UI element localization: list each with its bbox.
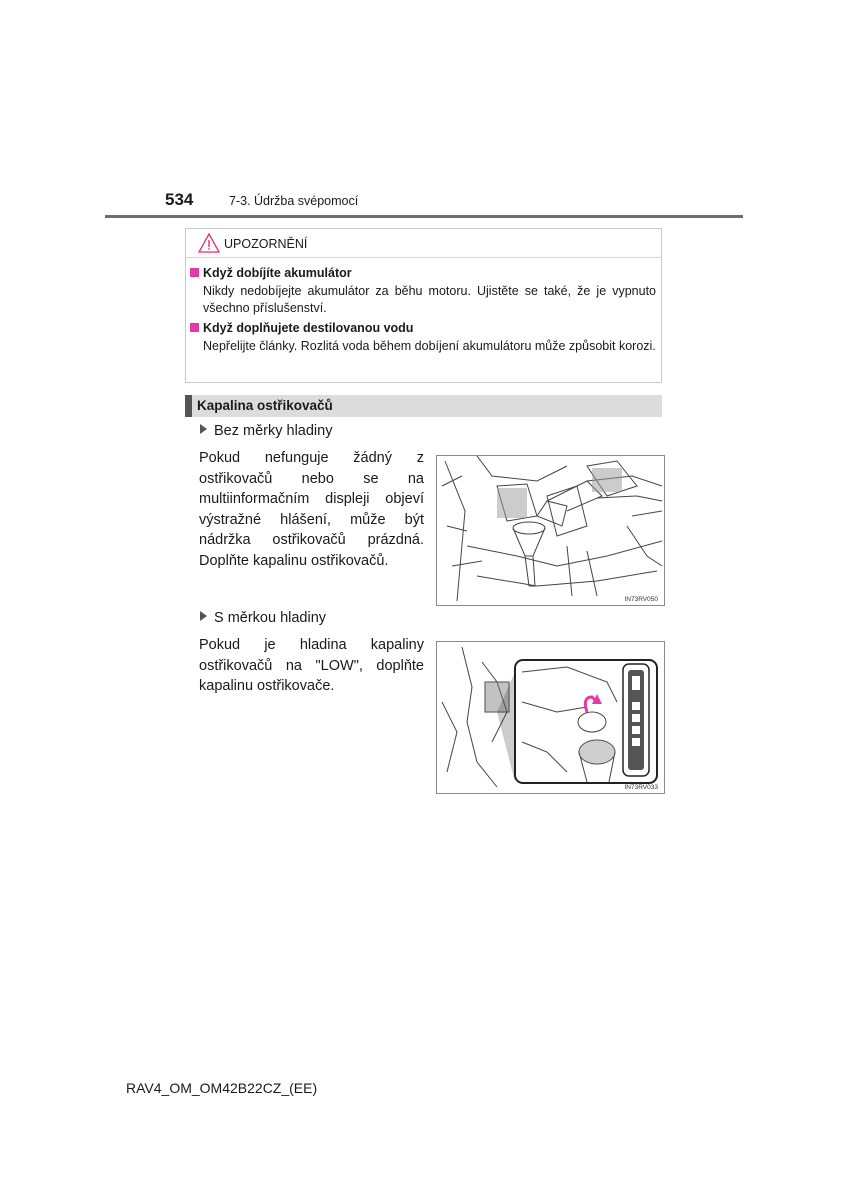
subsection-text: Pokud je hladina kapaliny ostřikovačů na "LOW", doplňte kapalinu ostřikovače.	[199, 637, 424, 695]
engine-bay-funnel-illustration	[437, 456, 665, 606]
warning-title: UPOZORNĚNÍ	[224, 237, 308, 251]
warning-box	[185, 228, 662, 383]
section-heading-bar	[185, 395, 662, 417]
warning-item	[190, 320, 656, 355]
chapter-title: 7-3. Údržba svépomocí	[229, 194, 359, 208]
subsection-text: Pokud nefunguje žádný z ostřikovačů nebo se na multiinformačním displeji objeví výstražné hlášení, může být nádržka ostřikovačů prázdná. Doplňte kapalinu ostřikovačů.	[199, 450, 424, 569]
bullet-square-icon	[190, 268, 199, 277]
warning-item-heading: Když doplňujete destilovanou vodu	[190, 320, 656, 336]
warning-item-heading: Když dobíjíte akumulátor	[190, 265, 656, 281]
figure-washer-level-gauge	[436, 641, 665, 794]
warning-triangle-icon	[198, 233, 220, 253]
subsection-heading: Bez měrky hladiny	[200, 423, 332, 439]
warning-item	[190, 265, 656, 317]
figure-washer-refill-funnel	[436, 455, 665, 606]
warning-divider	[186, 257, 661, 258]
warning-item-text: Nepřelijte články. Rozlitá voda během dobíjení akumulátoru může způsobit korozi.	[203, 339, 656, 353]
subsection-heading: S měrkou hladiny	[200, 610, 326, 626]
page-number: 534	[165, 190, 194, 209]
page-header	[165, 190, 745, 218]
bullet-square-icon	[190, 323, 199, 332]
triangle-bullet-icon	[200, 611, 207, 621]
header-divider	[105, 215, 743, 218]
figure-code: IN73RV050	[624, 596, 658, 603]
triangle-bullet-icon	[200, 424, 207, 434]
washer-gauge-illustration	[437, 642, 665, 794]
warning-item-text: Nikdy nedobíjejte akumulátor za běhu motoru. Ujistěte se také, že je vypnuto všechno příslušenství.	[203, 284, 656, 315]
document-footer-code: RAV4_OM_OM42B22CZ_(EE)	[126, 1080, 318, 1096]
section-title: Kapalina ostřikovačů	[197, 398, 333, 413]
figure-code: IN73RV033	[624, 784, 658, 791]
